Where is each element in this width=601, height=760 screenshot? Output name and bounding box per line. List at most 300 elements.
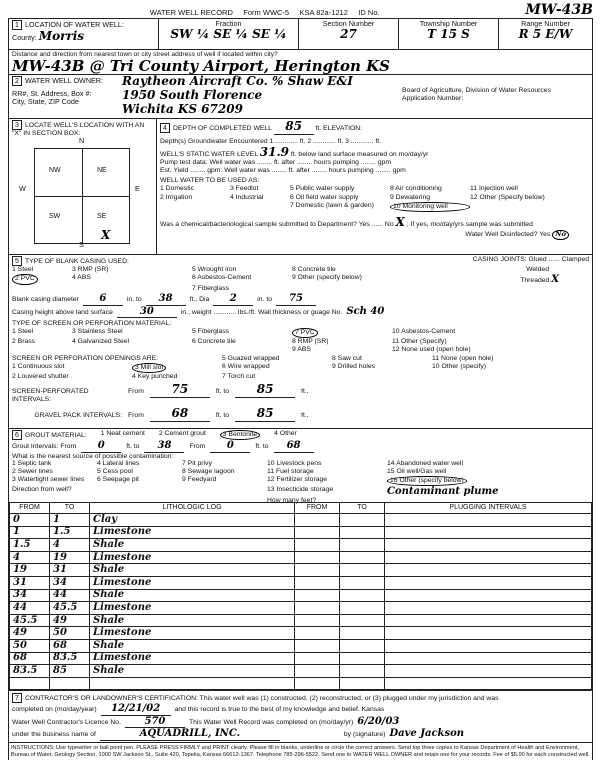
log-empty-cell xyxy=(340,652,385,665)
instructions: INSTRUCTIONS: Use typewriter or ball point pen. PLEASE PRESS FIRMLY and PRINT clearly. Please fill in blanks, underline or circle the correct answers. Send top three copies to Kansas Department of Health and Environment, Bureau of Water, Geology Section, 1000 SW Jackson St., Suite 420, Topeka, Kansas 66612-1367. Telephone 785-296-5522. Send one to WATER WELL OWNER and retain one for your records. Fee of $5.00 for each constructed well. xyxy=(9,742,592,760)
log-from: 45.5 xyxy=(10,614,50,627)
in-to-label: in. to xyxy=(126,296,142,304)
casing-to-2: 75 xyxy=(276,293,316,306)
screen-option: 11 Other (Specify) xyxy=(392,337,447,345)
sample-mark: X xyxy=(395,215,405,230)
direction-label: Direction from well? xyxy=(12,485,72,493)
use-options xyxy=(160,185,589,212)
casing-option: 1 Steel xyxy=(12,266,34,273)
section-num: 7 xyxy=(12,693,22,703)
log-row xyxy=(10,665,592,678)
opening-option: 1 Continuous slot xyxy=(12,363,65,371)
col-plugging: PLUGGING INTERVALS xyxy=(385,503,592,514)
log-empty-cell xyxy=(295,602,340,615)
screen-option-selected: 7 PVC xyxy=(292,328,318,338)
contam-option: 5 Cess pool xyxy=(97,468,133,476)
screen-option: 8 RMP (SR) xyxy=(292,337,329,345)
log-row xyxy=(10,639,592,652)
location-mark: X xyxy=(101,227,111,242)
section-3-4 xyxy=(9,118,592,254)
section-num: 1 xyxy=(12,20,22,30)
address-value: 1950 South Florence xyxy=(122,87,263,102)
grout-intervals-label: Grout Intervals: From xyxy=(12,443,77,450)
threaded-mark: X xyxy=(551,273,559,285)
log-lithology: Limestone xyxy=(90,526,295,539)
application-label: Application Number: xyxy=(402,94,464,102)
casing-option: 3 RMP (SR) xyxy=(72,266,109,273)
log-from: 68 xyxy=(10,652,50,665)
distance-label: Distance and direction from nearest town or city street address of well if located within city? xyxy=(12,51,278,58)
contam-option-selected: 16 Other (specify below) xyxy=(387,476,467,486)
col-to: TO xyxy=(50,503,90,514)
township-cell xyxy=(399,19,499,49)
contam-option: 14 Abandoned water well xyxy=(387,460,463,468)
section-num: 4 xyxy=(160,123,170,133)
pump-line: Pump test data: Well water was ........ ft. after ........ hours pumping ........ gpm xyxy=(160,159,392,167)
sw-label: SW xyxy=(49,212,61,220)
section-num: 5 xyxy=(12,256,22,266)
disinfect-label: Water Well Disinfected? Yes xyxy=(465,231,551,239)
weight-label: in., weight ............ lbs./ft. Wall thickness or guage No. xyxy=(180,308,343,316)
casing-option-selected: 2 PVC xyxy=(12,274,38,286)
log-to: 45.5 xyxy=(50,602,90,615)
log-lithology: Shale xyxy=(90,564,295,577)
log-from: 4 xyxy=(10,551,50,564)
log-to: 83.5 xyxy=(50,652,90,665)
opening-option: 6 Wire wrapped xyxy=(222,363,270,371)
form-number: Form WWC-5 xyxy=(243,8,290,18)
gravel-from: 68 xyxy=(150,407,210,422)
record-date: 6/20/03 xyxy=(357,715,400,727)
log-row xyxy=(10,514,592,527)
casing-option: 4 ABS xyxy=(72,273,91,281)
distance-row xyxy=(9,49,592,74)
city-value: Wichita KS 67209 xyxy=(122,101,243,116)
certification-text-2: and this record is true to the best of my knowledge and belief. Kansas xyxy=(174,706,385,714)
section-3 xyxy=(9,119,157,254)
use-option: 7 Domestic (lawn & garden) xyxy=(290,202,374,210)
section-1 xyxy=(9,19,592,49)
log-empty-cell xyxy=(385,614,592,627)
city-label: City, State, ZIP Code xyxy=(12,97,79,107)
range-value: R 5 E/W xyxy=(518,27,573,42)
log-row xyxy=(10,539,592,552)
use-option: 6 Oil field water supply xyxy=(290,193,359,201)
col-lithologic: LITHOLOGIC LOG xyxy=(90,503,295,514)
form-body xyxy=(8,18,593,760)
log-empty-cell xyxy=(340,589,385,602)
diameter-label: Blank casing diameter xyxy=(12,296,79,304)
log-row xyxy=(10,551,592,564)
contam-option: 1 Septic tank xyxy=(12,460,52,468)
section-5 xyxy=(9,254,592,428)
log-empty-cell xyxy=(385,639,592,652)
col-from-2: FROM xyxy=(295,503,340,514)
log-empty-cell xyxy=(340,564,385,577)
log-row xyxy=(10,602,592,615)
county-label: County: xyxy=(12,33,37,42)
grout-option: 2 Cement grout xyxy=(158,430,206,437)
opening-option: 8 Saw cut xyxy=(332,355,362,363)
screen-option: 1 Steel xyxy=(12,327,34,335)
col-from: FROM xyxy=(10,503,50,514)
static-label: WELL'S STATIC WATER LEVEL xyxy=(160,150,258,158)
log-empty-cell xyxy=(295,526,340,539)
depth-value: 85 xyxy=(274,120,314,135)
fraction-value: SW ¼ SE ¼ SE ¼ xyxy=(170,27,287,42)
yield-line: Est. Yield ........ gpm: Well water was ........ ft. after ........ hours pumping ........ gpm xyxy=(160,167,406,175)
log-from: 1.5 xyxy=(10,539,50,552)
screen-label: TYPE OF SCREEN OR PERFORATION MATERIAL: xyxy=(12,320,172,328)
section-4 xyxy=(157,119,592,254)
range-cell xyxy=(499,19,592,49)
to-label: ft. to xyxy=(215,412,230,420)
sample-question: Was a chemical/bacteriological sample submitted to Department? Yes ...... No xyxy=(160,221,394,229)
log-lithology: Clay xyxy=(90,514,295,527)
ksa-ref: KSA 82a-1212 xyxy=(299,8,348,18)
north-label: N xyxy=(79,136,85,145)
log-row xyxy=(10,589,592,602)
log-empty-cell xyxy=(385,602,592,615)
log-empty-cell xyxy=(50,677,90,690)
screen-intervals-label: SCREEN-PERFORATED INTERVALS: xyxy=(12,387,89,403)
log-empty-cell xyxy=(295,551,340,564)
section-6 xyxy=(9,428,592,505)
board-label: Board of Agriculture, Division of Water Resources xyxy=(402,87,551,94)
nw-label: NW xyxy=(49,166,61,174)
log-empty-cell xyxy=(385,526,592,539)
log-empty-cell xyxy=(295,665,340,678)
log-lithology: Shale xyxy=(90,589,295,602)
log-lithology: Shale xyxy=(90,665,295,678)
log-empty-cell xyxy=(340,677,385,690)
log-empty-cell xyxy=(340,576,385,589)
gauge-value: Sch 40 xyxy=(346,305,385,317)
log-empty-cell xyxy=(340,665,385,678)
contam-option: 4 Lateral lines xyxy=(97,460,140,468)
location-cell xyxy=(9,19,159,49)
grout-to-1: 38 xyxy=(144,440,184,453)
casing-to-1: 38 xyxy=(146,293,186,306)
grout-to-2: 68 xyxy=(274,440,314,453)
log-row xyxy=(10,677,592,690)
openings-label: SCREEN OR PERFORATION OPENINGS ARE: xyxy=(12,355,159,363)
log-lithology: Limestone xyxy=(90,627,295,640)
fraction-cell xyxy=(159,19,299,49)
opening-options xyxy=(12,355,589,380)
use-option: 8 Air conditioning xyxy=(390,184,442,192)
section-cell xyxy=(299,19,399,49)
from-label: From xyxy=(189,443,206,450)
use-option: 12 Other (Specify below) xyxy=(470,193,545,201)
section-box xyxy=(34,148,130,244)
grout-label: GROUT MATERIAL: xyxy=(25,432,87,439)
opening-option-selected: 3 Mill slot xyxy=(132,363,166,373)
log-empty-cell xyxy=(385,652,592,665)
log-empty-cell xyxy=(385,576,592,589)
height-label: Casing height above land surface xyxy=(12,308,113,316)
use-option-selected: 10 Monitoring well xyxy=(390,202,470,212)
log-empty-cell xyxy=(295,639,340,652)
log-empty-cell xyxy=(340,639,385,652)
log-from: 19 xyxy=(10,564,50,577)
threaded-label: Threaded xyxy=(520,276,550,284)
signature: Dave Jackson xyxy=(389,728,465,740)
log-empty-cell xyxy=(295,514,340,527)
log-empty-cell xyxy=(295,614,340,627)
contam-option: 9 Feedyard xyxy=(182,475,217,483)
location-label: LOCATION OF WATER WELL: xyxy=(25,20,124,29)
log-empty-cell xyxy=(385,539,592,552)
log-empty-cell xyxy=(385,551,592,564)
ft-label: ft., xyxy=(301,412,309,420)
id-label: ID No. xyxy=(358,8,380,18)
casing-label: TYPE OF BLANK CASING USED: xyxy=(25,258,129,265)
log-empty-cell xyxy=(295,627,340,640)
elevation-label: ft. ELEVATION: xyxy=(315,125,363,132)
to-label: ft. to xyxy=(126,443,140,450)
certification-text: CONTRACTOR'S OR LANDOWNER'S CERTIFICATION: This water well was (1) constructed, (2) reconstructed, or (3) plugged under my jurisdiction and was xyxy=(25,695,499,703)
log-to: 68 xyxy=(50,639,90,652)
opening-option: 9 Drilled holes xyxy=(332,363,376,371)
casing-option: 9 Other (specify below) xyxy=(292,273,362,281)
diameter-value: 6 xyxy=(83,293,123,306)
to-label: ft. to xyxy=(215,387,230,395)
id-value: MW-43B xyxy=(525,1,593,18)
log-empty-cell xyxy=(295,652,340,665)
section-num: 3 xyxy=(12,120,22,130)
log-lithology: Shale xyxy=(90,614,295,627)
log-empty-cell xyxy=(340,539,385,552)
grout-from-1: 0 xyxy=(81,440,121,453)
log-lithology: Limestone xyxy=(90,602,295,615)
section-2 xyxy=(9,74,592,118)
log-empty-cell xyxy=(340,526,385,539)
record-completed-label: This Water Well Record was completed on (mo/day/yr) xyxy=(188,718,354,726)
log-to: 34 xyxy=(50,576,90,589)
range-label: Range Number xyxy=(521,19,570,28)
log-row xyxy=(10,627,592,640)
log-row xyxy=(10,576,592,589)
screen-option: 3 Stainless Steel xyxy=(72,327,123,335)
log-empty-cell xyxy=(295,564,340,577)
contam-option: 13 Insecticide storage xyxy=(267,485,334,493)
gravel-to: 85 xyxy=(235,407,295,422)
log-from: 1 xyxy=(10,526,50,539)
opening-option: 7 Torch cut xyxy=(222,373,256,380)
log-to: 19 xyxy=(50,551,90,564)
board-block xyxy=(402,75,592,118)
screen-option: 9 ABS xyxy=(292,345,311,353)
log-empty-cell xyxy=(295,576,340,589)
log-empty-cell xyxy=(295,589,340,602)
screen-to: 85 xyxy=(235,383,295,398)
to-label: ft. to xyxy=(255,443,269,450)
screen-from: 75 xyxy=(150,383,210,398)
opening-option: 11 None (open hole) xyxy=(432,355,494,363)
ft-dia-label: ft., Dia xyxy=(189,296,210,304)
casing-option: 6 Asbestos-Cement xyxy=(192,273,252,281)
license-label: Water Well Contractor's Licence No. xyxy=(12,718,121,726)
groundwater-values: 1 ............ ft. 2 ............ ft. 3 ............ ft. xyxy=(269,137,382,145)
ft-label: ft., xyxy=(301,387,309,395)
casing-option: 8 Concrete tile xyxy=(292,266,336,273)
screen-option: 4 Galvanized Steel xyxy=(72,337,130,345)
log-empty-cell xyxy=(385,564,592,577)
township-label: Township Number xyxy=(419,19,478,28)
log-empty-cell xyxy=(340,602,385,615)
business-label: under the business name of xyxy=(12,731,96,739)
height-value: 30 xyxy=(117,306,177,319)
section-num: 6 xyxy=(12,430,22,440)
screen-option: 2 Brass xyxy=(12,337,36,345)
contam-option: 3 Watertight sewer lines xyxy=(12,475,85,483)
business-value: AQUADRILL, INC. xyxy=(100,728,280,741)
log-empty-cell xyxy=(385,665,592,678)
log-to: 44 xyxy=(50,589,90,602)
completed-label: completed on (mo/day/year) xyxy=(12,706,97,714)
log-from: 0 xyxy=(10,514,50,527)
owner-labels xyxy=(9,75,119,118)
log-lithology: Limestone xyxy=(90,576,295,589)
log-row xyxy=(10,526,592,539)
log-to: 50 xyxy=(50,627,90,640)
use-label: WELL WATER TO BE USED AS: xyxy=(160,177,260,185)
use-option: 3 Feedlot xyxy=(230,184,259,192)
log-to: 31 xyxy=(50,564,90,577)
west-label: W xyxy=(19,184,26,193)
distance-value: MW-43B @ Tri County Airport, Herington KS xyxy=(12,56,391,75)
log-from: 31 xyxy=(10,576,50,589)
opening-option: 10 Other (specify) xyxy=(432,363,487,371)
log-empty-cell xyxy=(10,677,50,690)
screen-options xyxy=(12,328,589,353)
grout-from-2: 0 xyxy=(210,440,250,453)
south-label: S xyxy=(79,240,84,249)
col-to-2: TO xyxy=(340,503,385,514)
log-empty-cell xyxy=(385,677,592,690)
casing-option: 7 Fiberglass xyxy=(192,285,230,293)
grout-option: 4 Other xyxy=(274,430,297,437)
grout-option: 1 Neat cement xyxy=(100,430,145,437)
casing-option: 5 Wrought iron xyxy=(192,266,237,273)
log-to: 1 xyxy=(50,514,90,527)
se-label: SE xyxy=(97,212,107,220)
completed-date: 12/21/02 xyxy=(101,703,171,716)
contam-option: 2 Sewer lines xyxy=(12,468,53,476)
owner-label: WATER WELL OWNER: xyxy=(25,76,103,85)
log-to: 1.5 xyxy=(50,526,90,539)
log-row xyxy=(10,614,592,627)
owner-values xyxy=(119,75,402,118)
opening-option: 5 Guazed wrapped xyxy=(222,355,280,363)
log-to: 85 xyxy=(50,665,90,678)
log-lithology: Shale xyxy=(90,639,295,652)
log-lithology: Shale xyxy=(90,539,295,552)
log-from: 34 xyxy=(10,589,50,602)
in-to-label: in. to xyxy=(257,296,273,304)
log-lithology: Limestone xyxy=(90,551,295,564)
depth-label: DEPTH OF COMPLETED WELL xyxy=(173,125,272,132)
feet-label: How many feet? xyxy=(267,497,317,505)
joints-label: CASING JOINTS: Glued ...... Clamped xyxy=(472,256,589,263)
section-value: 27 xyxy=(340,27,357,42)
from-label: From xyxy=(128,412,144,420)
log-from: 44 xyxy=(10,602,50,615)
log-empty-cell xyxy=(385,514,592,527)
address-label: RR#, St. Address, Box #: xyxy=(12,89,92,98)
log-lithology: Limestone xyxy=(90,652,295,665)
east-label: E xyxy=(135,184,140,193)
screen-option: 10 Asbestos-Cement xyxy=(392,327,456,335)
contam-option: 7 Pit privy xyxy=(182,460,212,468)
static-value: 31.9 xyxy=(259,144,289,159)
locate-label: LOCATE WELL'S LOCATION WITH AN "X" IN SECTION BOX: xyxy=(12,122,145,137)
log-empty-cell xyxy=(385,627,592,640)
use-option: 2 Irrigation xyxy=(160,193,193,201)
log-from: 83.5 xyxy=(10,665,50,678)
diameter-2: 2 xyxy=(213,293,253,306)
log-from: 50 xyxy=(10,639,50,652)
log-empty-cell xyxy=(385,589,592,602)
contam-option: 12 Fertilizer storage xyxy=(267,475,328,483)
contam-option: 15 Oil well/Gas well xyxy=(387,468,447,476)
form-title: WATER WELL RECORD xyxy=(149,8,233,18)
section-num: 2 xyxy=(12,76,22,86)
use-option: 11 Injection well xyxy=(470,184,518,192)
log-to: 49 xyxy=(50,614,90,627)
log-empty-cell xyxy=(295,539,340,552)
log-row xyxy=(10,564,592,577)
welded-label: Welded xyxy=(526,266,549,273)
contam-option: 10 Livestock pens xyxy=(267,460,322,468)
disinfect-answer: No xyxy=(552,230,569,240)
use-option: 4 Industrial xyxy=(230,193,264,201)
log-empty-cell xyxy=(340,514,385,527)
groundwater-label: Depth(s) Groundwater Encountered xyxy=(160,137,268,145)
license-value: 570 xyxy=(125,716,185,729)
section-7 xyxy=(9,690,592,742)
signature-label: by (signature) xyxy=(343,731,386,739)
opening-option: 2 Louvered shutter xyxy=(12,373,69,380)
screen-option: 5 Fiberglass xyxy=(192,327,230,335)
contamination-options xyxy=(12,460,589,505)
log-empty-cell xyxy=(340,551,385,564)
log-empty-cell xyxy=(295,677,340,690)
use-option: 1 Domestic xyxy=(160,184,194,192)
ne-label: NE xyxy=(97,166,107,174)
contam-other-value: Contaminant plume xyxy=(387,485,499,497)
from-label: From xyxy=(128,387,144,395)
screen-option: 6 Concrete tile xyxy=(192,337,236,345)
lithologic-log-table xyxy=(9,502,592,690)
fraction-label: Fraction xyxy=(215,19,242,28)
contam-option: 8 Sewage lagoon xyxy=(182,468,235,476)
sample-rest: ; If yes, mo/day/yrs sample was submitted xyxy=(406,221,533,229)
contam-option: 6 Seepage pit xyxy=(97,475,139,483)
use-option: 5 Public water supply xyxy=(290,184,355,192)
contamination-label: What is the nearest source of possible contamination: xyxy=(12,452,174,460)
county-value: Morris xyxy=(38,29,85,43)
casing-options xyxy=(12,266,589,293)
use-option: 9 Dewatering xyxy=(390,193,431,201)
log-from: 49 xyxy=(10,627,50,640)
opening-option: 4 Key punched xyxy=(132,373,178,380)
static-rest: ft. below land surface measured on mo/day/yr xyxy=(290,150,429,158)
log-empty-cell xyxy=(90,677,295,690)
contam-option: 11 Fuel storage xyxy=(267,468,314,476)
gravel-pack-label: GRAVEL PACK INTERVALS: xyxy=(34,412,122,420)
